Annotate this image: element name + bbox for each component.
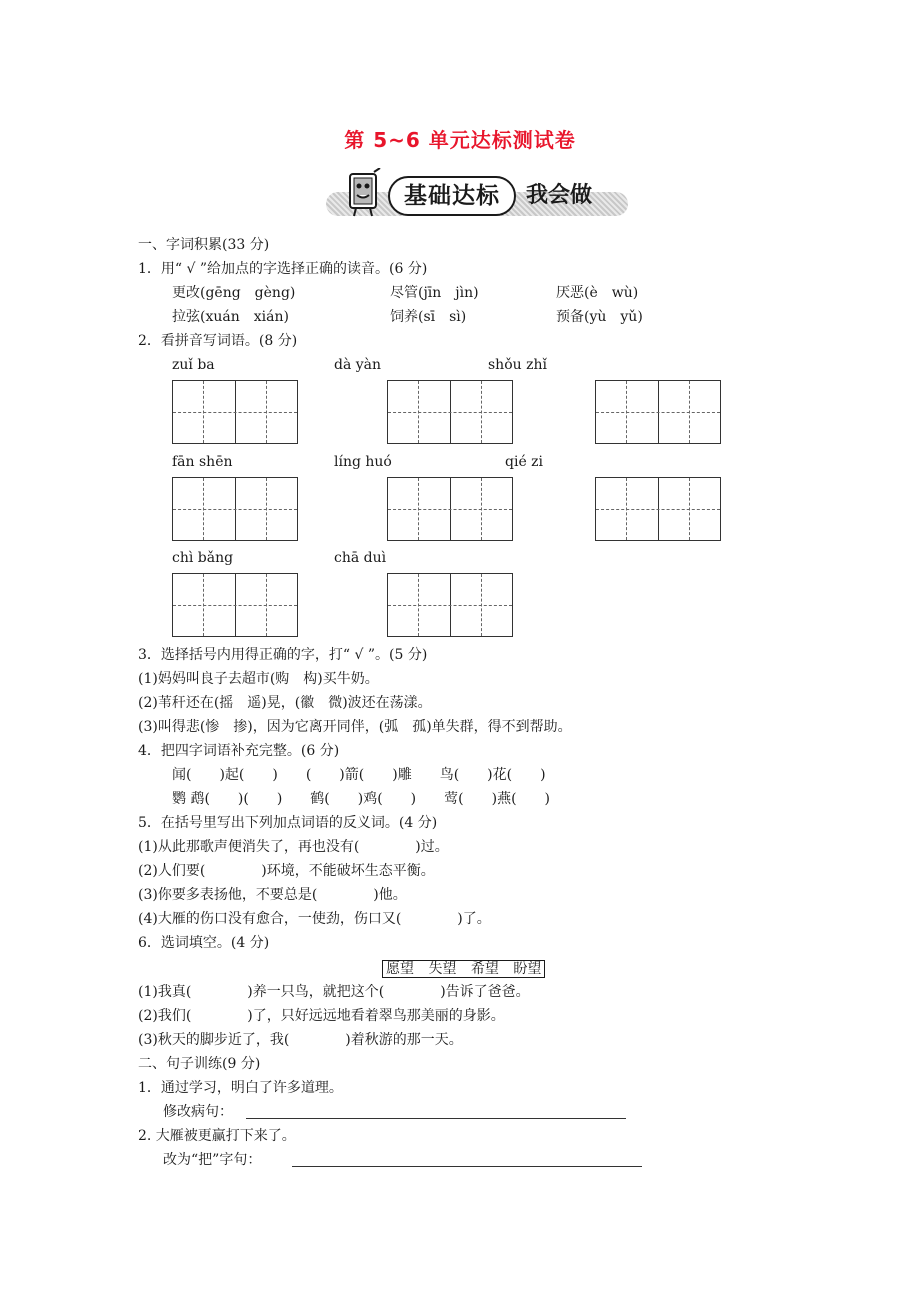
q1-item: 更改(gēng gèng)	[172, 285, 296, 301]
writing-grid[interactable]	[387, 380, 513, 444]
writing-grid[interactable]	[172, 380, 298, 444]
q1-item: 饲养(sī sì)	[390, 309, 467, 325]
q4-row: 闻( )起( ) ( )箭( )雕 鸟( )花( )	[172, 767, 546, 783]
s2-q1-prompt: 1．通过学习，明白了许多道理。	[138, 1080, 343, 1096]
banner-main-label: 基础达标	[388, 176, 516, 216]
q4-prompt: 4．把四字词语补充完整。(6 分)	[138, 743, 340, 759]
q3-item: (2)苇秆还在(摇 遥)晃，(徽 微)波还在荡漾。	[138, 695, 432, 711]
q5-item: (1)从此那歌声便消失了，再也没有( )过。	[138, 839, 449, 855]
q1-prompt: 1．用“ √ ”给加点的字选择正确的读音。(6 分)	[138, 261, 428, 277]
q3-item: (1)妈妈叫良子去超市(购 构)买牛奶。	[138, 671, 379, 687]
section-2-heading: 二、句子训练(9 分)	[138, 1056, 261, 1072]
q5-item: (4)大雁的伤口没有愈合，一使劲，伤口又( )了。	[138, 911, 491, 927]
q5-item: (3)你要多表扬他，不要总是( )他。	[138, 887, 407, 903]
q6-prompt: 6．选词填空。(4 分)	[138, 935, 270, 951]
q1-item: 尽管(jīn jìn)	[390, 285, 479, 301]
pinyin-label: líng huó	[334, 454, 392, 470]
pinyin-label: dà yàn	[334, 357, 382, 373]
book-mascot-icon	[344, 168, 384, 218]
pinyin-label: shǒu zhǐ	[488, 357, 547, 373]
q1-item: 厌恶(è wù)	[556, 285, 639, 301]
answer-line[interactable]	[292, 1165, 642, 1167]
banner-sub-label: 我会做	[526, 183, 593, 208]
q1-item: 预备(yù yǔ)	[556, 309, 643, 325]
q5-item: (2)人们要( )环境，不能破坏生态平衡。	[138, 863, 435, 879]
word-bank: 愿望 失望 希望 盼望	[382, 960, 545, 978]
q6-item: (2)我们( )了，只好远远地看着翠鸟那美丽的身影。	[138, 1008, 505, 1024]
q2-prompt: 2．看拼音写词语。(8 分)	[138, 333, 298, 349]
q5-prompt: 5．在括号里写出下列加点词语的反义词。(4 分)	[138, 815, 438, 831]
s2-q2-prompt: 2. 大雁被更赢打下来了。	[138, 1128, 296, 1144]
writing-grid[interactable]	[595, 477, 721, 541]
q6-item: (1)我真( )养一只鸟，就把这个( )告诉了爸爸。	[138, 984, 530, 1000]
pinyin-label: chì bǎng	[172, 550, 234, 566]
pinyin-label: chā duì	[334, 550, 387, 566]
q1-item: 拉弦(xuán xián)	[172, 309, 289, 325]
writing-grid[interactable]	[595, 380, 721, 444]
section-1-heading: 一、字词积累(33 分)	[138, 237, 270, 253]
writing-grid[interactable]	[172, 573, 298, 637]
page-title: 第 5~6 单元达标测试卷	[344, 128, 576, 152]
writing-grid[interactable]	[172, 477, 298, 541]
s2-q1-answer-label: 修改病句：	[163, 1104, 233, 1120]
writing-grid[interactable]	[387, 477, 513, 541]
pinyin-label: zuǐ ba	[172, 357, 215, 373]
writing-grid[interactable]	[387, 573, 513, 637]
answer-line[interactable]	[246, 1117, 626, 1119]
q3-item: (3)叫得悲(惨 掺)，因为它离开同伴，(弧 孤)单失群，得不到帮助。	[138, 719, 572, 735]
q3-prompt: 3．选择括号内用得正确的字，打“ √ ”。(5 分)	[138, 647, 428, 663]
q4-row: 鹦 鹉( )( ) 鹤( )鸡( ) 莺( )燕( )	[172, 791, 550, 807]
pinyin-label: fān shēn	[172, 454, 233, 470]
section-banner	[326, 168, 628, 226]
pinyin-label: qié zi	[505, 454, 544, 470]
q6-item: (3)秋天的脚步近了，我( )着秋游的那一天。	[138, 1032, 463, 1048]
s2-q2-answer-label: 改为“把”字句：	[163, 1152, 262, 1168]
